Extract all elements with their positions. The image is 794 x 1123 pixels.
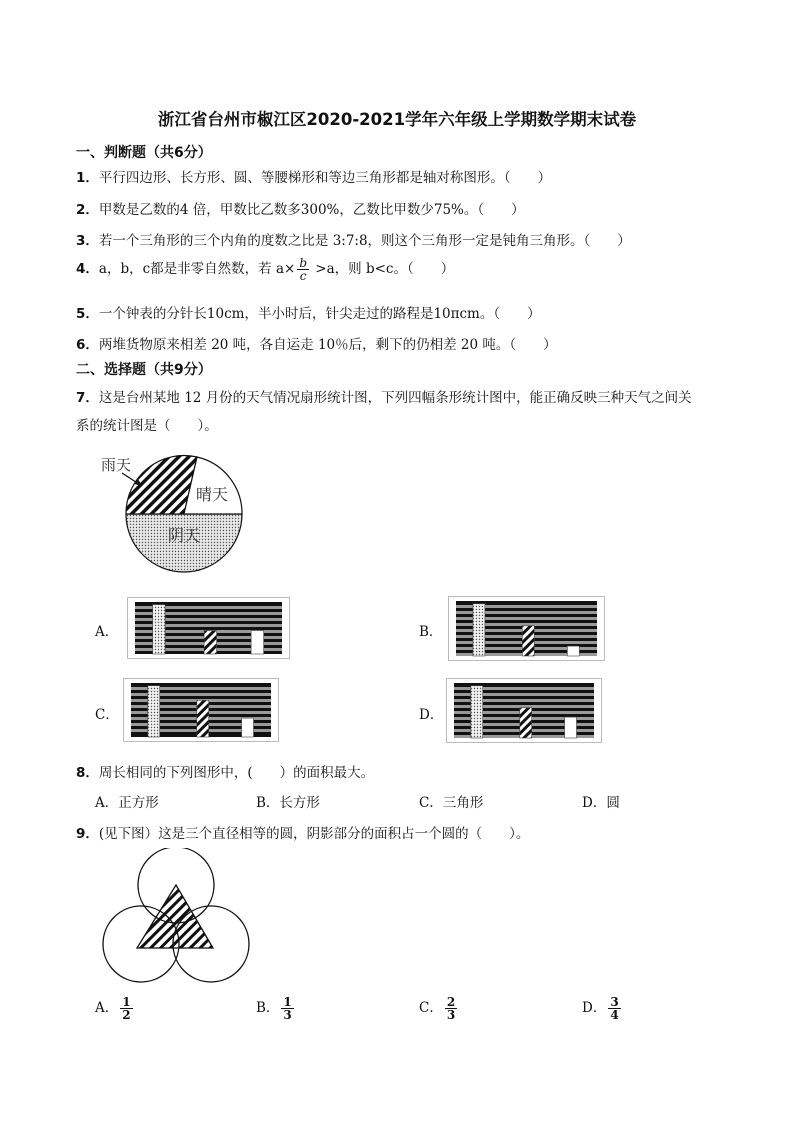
option-a-label: A． bbox=[95, 624, 119, 640]
choice-text: 正方形 bbox=[118, 795, 159, 811]
question-text: 这是台州某地 12 月份的天气情况扇形统计图，下列四幅条形统计图中，能正确反映三种天气之间关 bbox=[98, 390, 692, 406]
bar-cloudy bbox=[473, 604, 485, 656]
q8-choice-a[interactable] bbox=[95, 791, 159, 811]
fraction-b-over-c bbox=[297, 257, 309, 282]
fraction-numerator: 3 bbox=[610, 995, 619, 1009]
question-2 bbox=[76, 198, 525, 218]
section-heading-judge: 一、判断题（共6分） bbox=[76, 145, 212, 161]
question-number: 6． bbox=[76, 337, 99, 353]
fraction-numerator: 2 bbox=[446, 995, 456, 1009]
bar-cloudy bbox=[471, 686, 483, 738]
question-number: 8． bbox=[76, 765, 99, 781]
choice-text: 圆 bbox=[606, 795, 620, 811]
bar-rain bbox=[522, 626, 534, 656]
bar-rain bbox=[204, 631, 216, 654]
choice-letter: C． bbox=[419, 1000, 443, 1016]
fraction-denominator: c bbox=[299, 269, 307, 283]
fraction-denominator: 3 bbox=[283, 1008, 292, 1022]
pie-label-sunny: 晴天 bbox=[196, 485, 229, 504]
question-number: 7． bbox=[76, 390, 99, 406]
bar-sunny bbox=[251, 631, 263, 654]
weather-pie-chart bbox=[96, 448, 256, 578]
bar-sunny bbox=[242, 718, 254, 737]
choice-letter: A． bbox=[95, 795, 119, 811]
q9-choice-d[interactable] bbox=[582, 996, 623, 1021]
question-text-post: >a，则 b<c。（ ） bbox=[311, 261, 455, 277]
bar-rain bbox=[197, 700, 209, 737]
option-c-label: C． bbox=[95, 707, 119, 723]
option-b-bar-chart[interactable] bbox=[448, 596, 605, 661]
choice-text: 长方形 bbox=[279, 795, 320, 811]
question-text: 甲数是乙数的4 倍，甲数比乙数多300%，乙数比甲数少75%。（ ） bbox=[98, 202, 525, 218]
question-number: 1． bbox=[76, 170, 99, 186]
question-7 bbox=[76, 386, 692, 406]
q8-choice-d[interactable] bbox=[582, 791, 620, 811]
bar-sunny bbox=[565, 717, 577, 738]
choice-letter: B． bbox=[256, 1000, 280, 1016]
question-5 bbox=[76, 302, 541, 322]
q8-choice-b[interactable] bbox=[256, 791, 320, 811]
choice-letter: A． bbox=[95, 1000, 119, 1016]
question-4 bbox=[76, 257, 454, 282]
question-number: 4． bbox=[76, 261, 99, 277]
choice-fraction bbox=[120, 996, 132, 1021]
pie-label-cloudy: 阴天 bbox=[168, 526, 201, 545]
fraction-numerator: 1 bbox=[122, 995, 131, 1009]
bar-rain bbox=[520, 708, 532, 738]
choice-letter: C． bbox=[419, 795, 443, 811]
bar-cloudy bbox=[153, 605, 165, 654]
option-a-bar-chart[interactable] bbox=[127, 597, 290, 659]
fraction-denominator: 3 bbox=[446, 1008, 456, 1022]
question-9 bbox=[76, 822, 529, 842]
choice-text: 三角形 bbox=[442, 795, 484, 811]
choice-fraction bbox=[608, 996, 620, 1021]
bar-sunny bbox=[567, 646, 579, 656]
question-number: 9． bbox=[76, 826, 99, 842]
q8-choice-c[interactable] bbox=[419, 791, 483, 811]
fraction-numerator: b bbox=[299, 256, 307, 270]
question-number: 5． bbox=[76, 306, 99, 322]
question-text-pre: a，b，c都是非零自然数，若 a× bbox=[98, 261, 296, 277]
q9-choice-a[interactable] bbox=[95, 996, 135, 1021]
q9-choice-c[interactable] bbox=[419, 996, 459, 1021]
question-3 bbox=[76, 229, 631, 249]
question-number: 3． bbox=[76, 233, 99, 249]
pie-label-rain: 雨天 bbox=[101, 456, 132, 474]
question-text: 两堆货物原来相差 20 吨，各自运走 10％后，剩下的仍相差 20 吨。（ ） bbox=[98, 337, 557, 353]
q9-choice-b[interactable] bbox=[256, 996, 296, 1021]
choice-fraction bbox=[281, 996, 293, 1021]
question-text: (见下图）这是三个直径相等的圆，阴影部分的面积占一个圆的（ ）。 bbox=[98, 826, 530, 842]
bar-cloudy bbox=[148, 686, 160, 737]
page-title: 浙江省台州市椒江区2020-2021学年六年级上学期数学期末试卷 bbox=[157, 110, 637, 129]
choice-fraction bbox=[445, 996, 457, 1021]
choice-letter: D． bbox=[582, 1000, 607, 1016]
fraction-numerator: 1 bbox=[283, 995, 292, 1009]
question-number: 2． bbox=[76, 202, 99, 218]
question-text: 若一个三角形的三个内角的度数之比是 3:7:8，则这个三角形一定是钝角三角形。（ ） bbox=[98, 233, 631, 249]
three-circles-figure bbox=[100, 848, 250, 988]
question-6 bbox=[76, 333, 557, 353]
fraction-denominator: 2 bbox=[122, 1008, 131, 1022]
fraction-denominator: 4 bbox=[610, 1008, 619, 1022]
question-1 bbox=[76, 166, 551, 186]
option-b-label: B． bbox=[419, 624, 443, 640]
question-text: 一个钟表的分针长10cm，半小时后，针尖走过的路程是10πcm。（ ） bbox=[98, 306, 541, 322]
question-8 bbox=[76, 761, 374, 781]
question-text: 周长相同的下列图形中，( ）的面积最大。 bbox=[98, 765, 375, 781]
option-c-bar-chart[interactable] bbox=[123, 678, 279, 742]
option-d-bar-chart[interactable] bbox=[446, 678, 602, 743]
question-text: 平行四边形、长方形、圆、等腰梯形和等边三角形都是轴对称图形。（ ） bbox=[98, 170, 552, 186]
section-heading-choice: 二、选择题（共9分） bbox=[76, 362, 212, 378]
choice-letter: B． bbox=[256, 795, 280, 811]
shaded-triangle bbox=[137, 885, 213, 948]
question-7-line2: 系的统计图是（ ）。 bbox=[76, 418, 218, 434]
choice-letter: D． bbox=[582, 795, 607, 811]
option-d-label: D． bbox=[419, 707, 444, 723]
